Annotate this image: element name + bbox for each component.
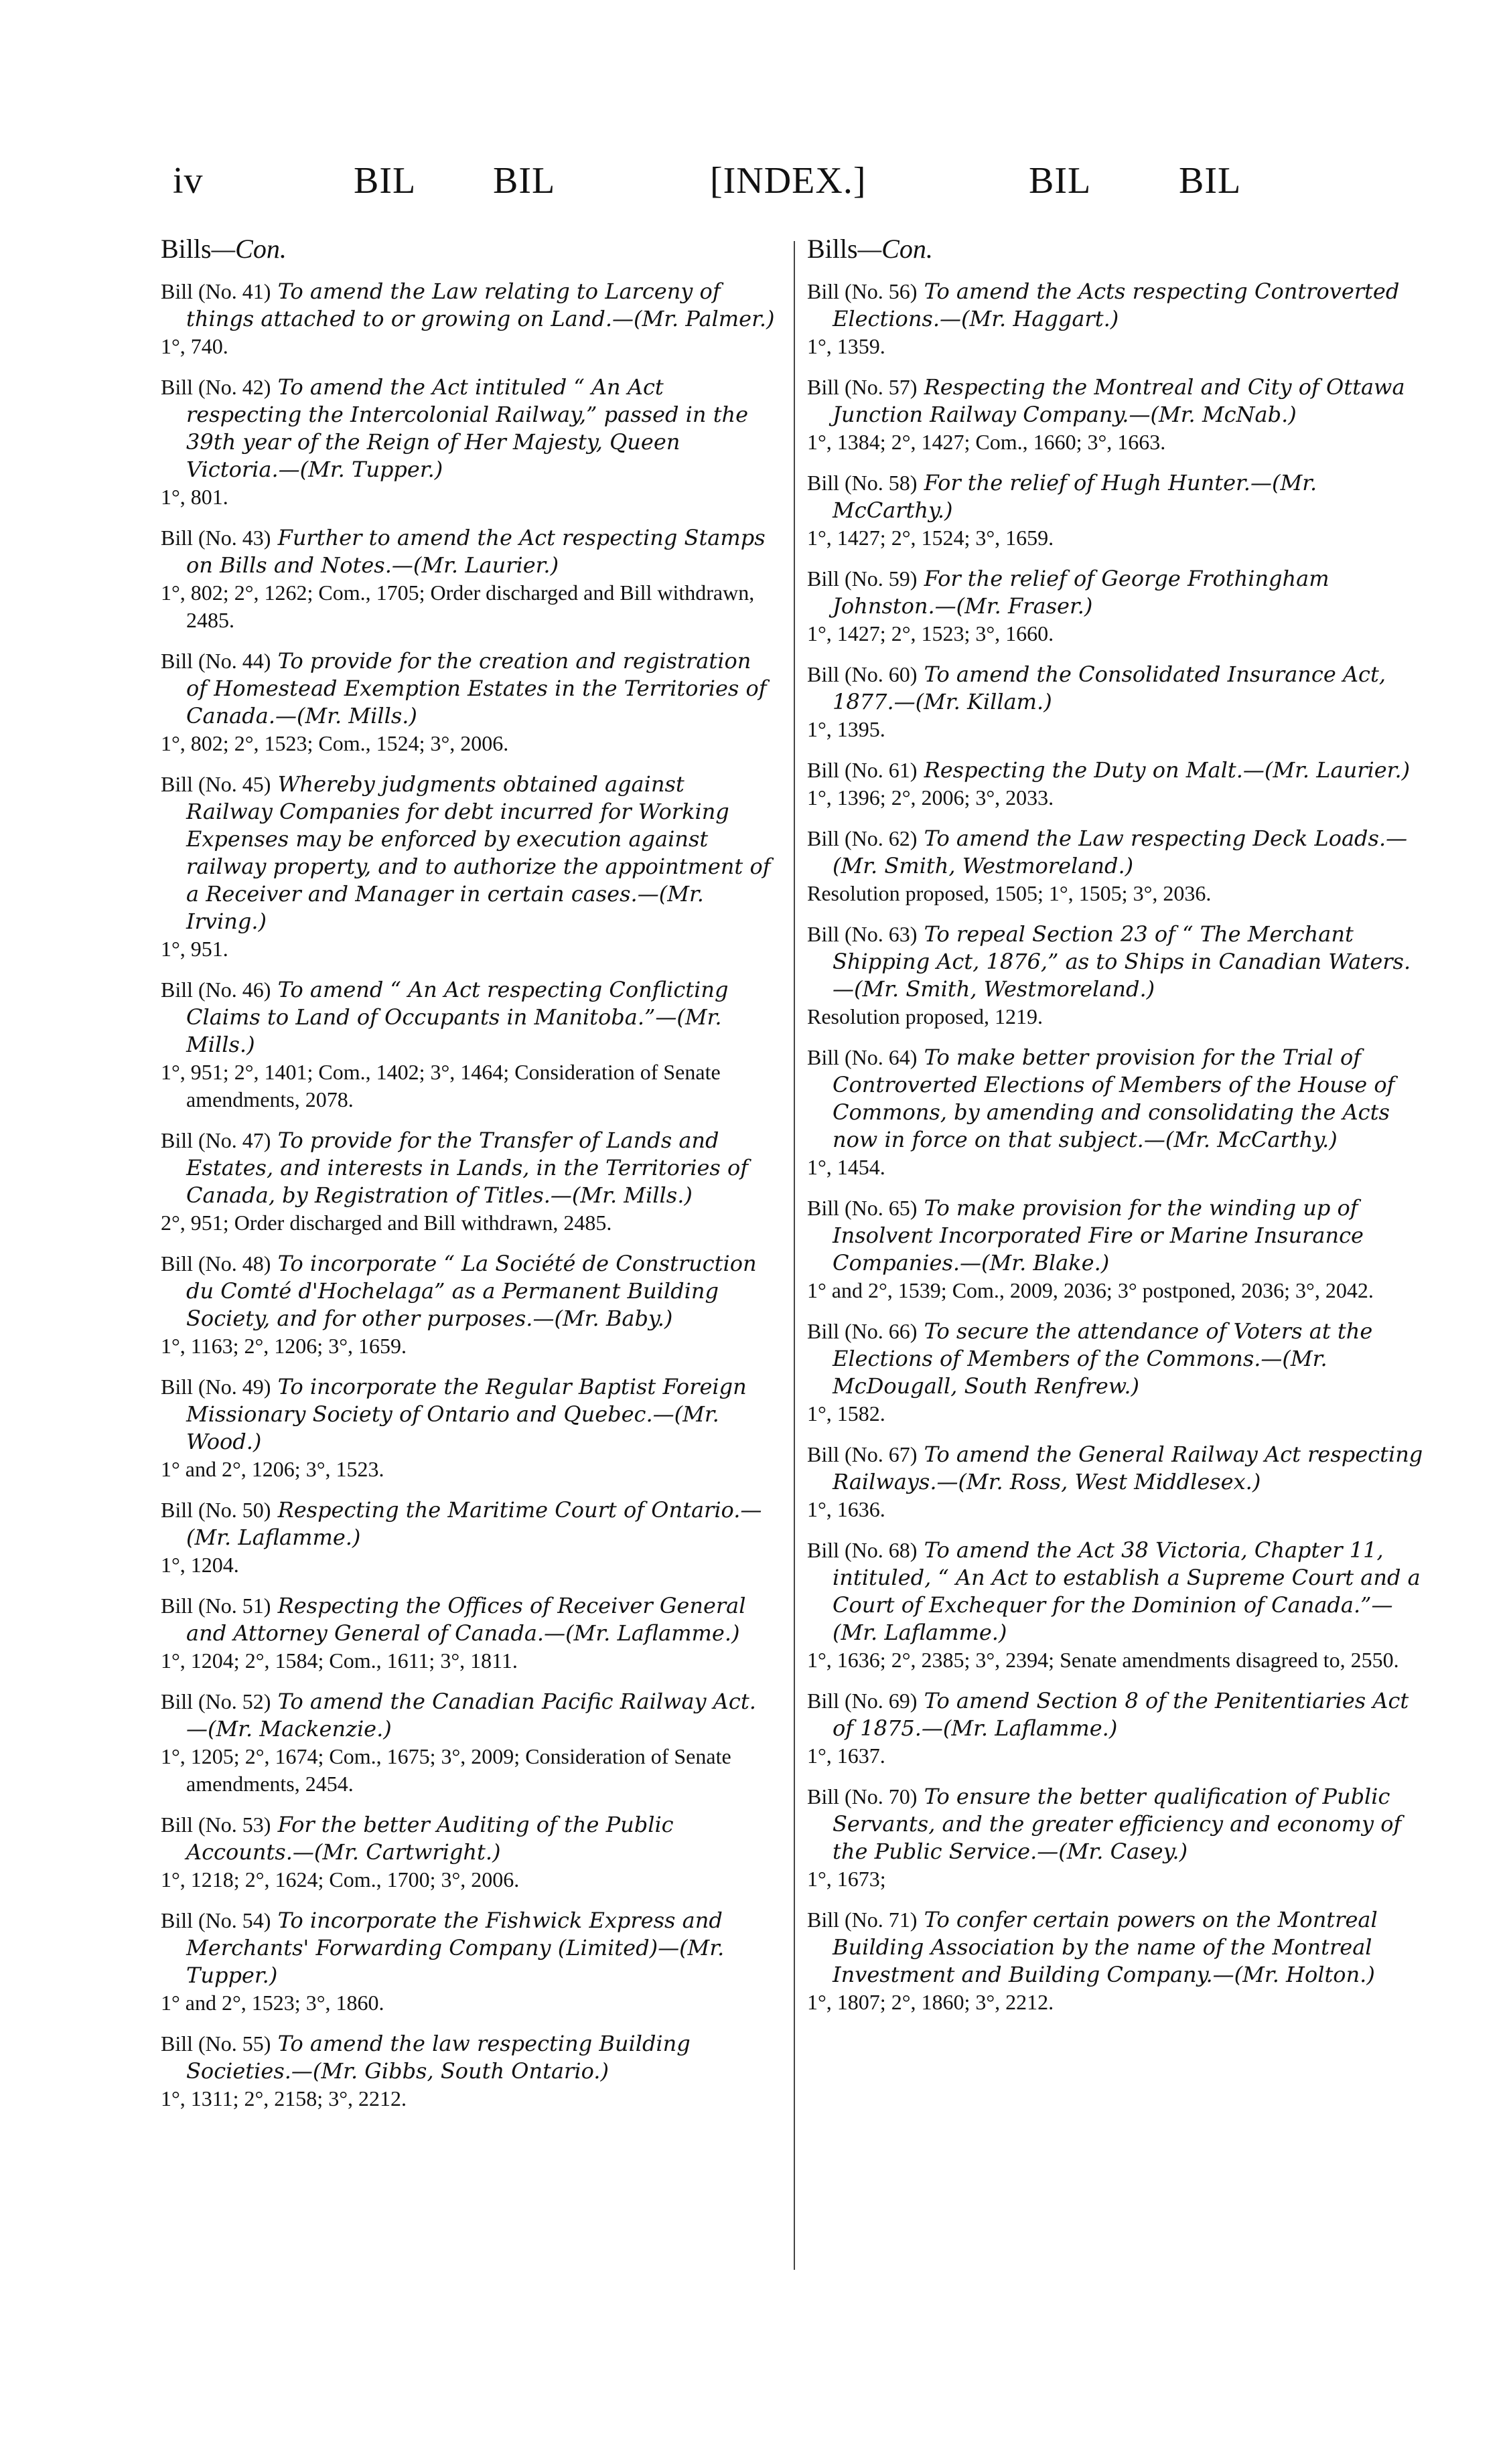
bill-heading: [807, 921, 1423, 1003]
bill-heading: [161, 1811, 777, 1866]
bill-readings: Resolution proposed, 1219.: [807, 1004, 1043, 1028]
index-entry: [807, 661, 1423, 743]
bill-heading: [161, 1373, 777, 1456]
bill-number: Bill (No. 70): [807, 1784, 918, 1808]
running-head-right-1: BIL: [1029, 160, 1092, 202]
index-entry: [161, 278, 777, 360]
index-entry: [807, 565, 1423, 647]
bill-title: To ensure the better qualification of Public Servants, and the greater efficiency and economy of the Public Service.: [833, 1784, 1402, 1864]
bill-title: To incorporate the Regular Baptist Foreign Missionary Society of Ontario and Quebec.: [186, 1374, 747, 1427]
section-heading: [807, 231, 1423, 267]
bill-readings: 1°, 1673;: [807, 1867, 886, 1891]
bill-member: —(Mr. Cartwright.): [292, 1839, 501, 1865]
bill-readings: Resolution proposed, 1505; 1°, 1505; 3°, 2036.: [807, 881, 1212, 905]
bill-title: For the relief of George Frothingham Johnston.: [833, 566, 1329, 619]
bill-number: Bill (No. 56): [807, 279, 918, 303]
bill-readings: 1°, 1582.: [807, 1401, 885, 1426]
index-entry: [807, 1687, 1423, 1770]
bill-member: —(Mr. Killam.): [893, 689, 1052, 714]
bill-title: For the relief of Hugh Hunter.: [924, 470, 1250, 495]
bill-title: Respecting the Duty on Malt.: [924, 757, 1243, 783]
bill-member: —(Mr. Laurier.): [391, 552, 559, 578]
bill-member: —(Mr. Baby.): [532, 1306, 673, 1331]
bill-number: Bill (No. 51): [161, 1594, 271, 1618]
page-header: [0, 157, 1511, 218]
bill-readings: 1°, 740.: [161, 334, 228, 358]
bill-readings: 1°, 802; 2°, 1523; Com., 1524; 3°, 2006.: [161, 731, 509, 755]
bill-member: —(Mr. Wood.): [186, 1401, 719, 1454]
bill-number: Bill (No. 65): [807, 1196, 918, 1220]
bill-title: To amend the Canadian Pacific Railway Act.: [277, 1689, 756, 1714]
bill-title: Respecting the Maritime Court of Ontario.: [277, 1497, 741, 1523]
bill-heading: [161, 1907, 777, 1989]
bill-heading: [807, 1783, 1423, 1865]
bill-member: —(Mr. Mills.): [275, 703, 417, 728]
bill-readings: 1°, 1384; 2°, 1427; Com., 1660; 3°, 1663.: [807, 430, 1166, 454]
index-entry: [807, 1318, 1423, 1428]
bill-member: —(Mr. McCarthy.): [833, 470, 1317, 523]
left-entry-list: [161, 278, 777, 2112]
index-entry: [807, 1537, 1423, 1674]
index-entry: [161, 647, 777, 757]
bill-member: —(Mr. Fraser.): [934, 593, 1093, 619]
index-entry: [161, 1688, 777, 1798]
bill-number: Bill (No. 55): [161, 2031, 271, 2056]
index-entry: [807, 1195, 1423, 1304]
bill-heading: [161, 647, 777, 730]
bill-heading: [807, 278, 1423, 333]
index-entry: [807, 374, 1423, 456]
section-heading: [161, 231, 777, 267]
bill-readings: 1°, 1395.: [807, 717, 885, 741]
bill-title: To amend the Law respecting Deck Loads.: [924, 826, 1386, 851]
left-column: [161, 231, 777, 2126]
bill-title: To amend the Consolidated Insurance Act, 1877.: [833, 662, 1386, 714]
bill-heading: [161, 1688, 777, 1743]
bill-readings: 1°, 1637.: [807, 1744, 885, 1768]
bill-number: Bill (No. 53): [161, 1813, 271, 1837]
bill-member: —(Mr. Mills.): [550, 1182, 693, 1208]
bill-title: Respecting the Offices of Receiver General and Attorney General of Canada.: [186, 1593, 746, 1646]
bill-readings: 1°, 1204; 2°, 1584; Com., 1611; 3°, 1811.: [161, 1648, 518, 1673]
bill-member: —(Mr. Ross, West Middlesex.): [936, 1469, 1261, 1494]
bill-number: Bill (No. 57): [807, 375, 918, 399]
bill-title: To confer certain powers on the Montreal Building Association by the name of the Montreal Investment and Building Company.: [833, 1907, 1378, 1987]
bill-number: Bill (No. 46): [161, 978, 271, 1002]
bill-number: Bill (No. 68): [807, 1538, 918, 1562]
index-entry: [161, 976, 777, 1113]
bill-readings: 1°, 1396; 2°, 2006; 3°, 2033.: [807, 785, 1054, 810]
bill-number: Bill (No. 58): [807, 471, 918, 495]
bill-title: To amend the Act 38 Victoria, Chapter 11, intituled, “ An Act to establish a Supreme Court and a Court of Exchequer for the Dominion of Canada.”: [833, 1537, 1421, 1618]
bill-heading: [807, 1537, 1423, 1646]
bill-title: For the better Auditing of the Public Accounts.: [186, 1812, 674, 1865]
page-number: iv: [173, 160, 204, 202]
bill-number: Bill (No. 44): [161, 649, 271, 673]
bill-title: Further to amend the Act respecting Stamps on Bills and Notes.: [186, 525, 766, 578]
bill-title: Respecting the Montreal and City of Ottawa Junction Railway Company.: [833, 374, 1405, 427]
bill-number: Bill (No. 45): [161, 772, 271, 796]
bill-title: To amend “ An Act respecting Conflicting Claims to Land of Occupants in Manitoba.”: [186, 977, 729, 1030]
bill-heading: [807, 1441, 1423, 1496]
index-entry: [807, 921, 1423, 1030]
bill-heading: [161, 1592, 777, 1647]
running-head-left-2: BIL: [493, 160, 556, 202]
bill-member: —(Mr. Tupper.): [186, 1935, 725, 1988]
bill-title: To incorporate the Fishwick Express and Merchants' Forwarding Company (Limited): [186, 1908, 723, 1960]
bill-readings: 1°, 802; 2°, 1262; Com., 1705; Order discharged and Bill withdrawn, 2485.: [161, 581, 755, 632]
index-entry: [807, 1441, 1423, 1523]
bill-number: Bill (No. 48): [161, 1251, 271, 1276]
bill-heading: [161, 1127, 777, 1209]
section-heading-continued: —Con.: [211, 234, 287, 264]
index-entry: [807, 1044, 1423, 1181]
bill-readings: 1°, 1163; 2°, 1206; 3°, 1659.: [161, 1334, 407, 1358]
index-entry: [807, 825, 1423, 907]
bill-heading: [807, 1044, 1423, 1154]
section-heading-label: Bills: [161, 234, 212, 264]
bill-number: Bill (No. 49): [161, 1375, 271, 1399]
index-entry: [161, 1373, 777, 1483]
bill-title: To amend the Law relating to Larceny of things attached to or growing on Land.: [186, 279, 721, 331]
bill-readings: 1°, 1204.: [161, 1553, 239, 1577]
bill-heading: [807, 1906, 1423, 1989]
bill-readings: 1°, 1427; 2°, 1523; 3°, 1660.: [807, 621, 1054, 645]
bill-heading: [161, 1250, 777, 1332]
bill-number: Bill (No. 63): [807, 922, 918, 946]
bill-number: Bill (No. 62): [807, 826, 918, 850]
bill-heading: [807, 1318, 1423, 1400]
bill-title: To amend the General Railway Act respecting Railways.: [833, 1442, 1423, 1494]
bill-member: —(Mr. Laurier.): [1242, 757, 1411, 783]
bill-heading: [807, 374, 1423, 429]
bill-readings: 1°, 1807; 2°, 1860; 3°, 2212.: [807, 1990, 1054, 2014]
bill-member: —(Mr. Casey.): [1037, 1839, 1188, 1864]
bill-number: Bill (No. 54): [161, 1908, 271, 1932]
bill-member: —(Mr. Irving.): [186, 881, 704, 934]
bill-number: Bill (No. 69): [807, 1689, 918, 1713]
bill-number: Bill (No. 64): [807, 1045, 918, 1069]
index-entry: [161, 1907, 777, 2017]
bill-number: Bill (No. 43): [161, 526, 271, 550]
bill-member: —(Mr. Blake.): [960, 1250, 1110, 1276]
bill-number: Bill (No. 42): [161, 375, 271, 399]
bill-readings: 1°, 951; 2°, 1401; Com., 1402; 3°, 1464; Consideration of Senate amendments, 2078.: [161, 1060, 721, 1111]
bill-readings: 1°, 1205; 2°, 1674; Com., 1675; 3°, 2009; Consideration of Senate amendments, 2454.: [161, 1744, 731, 1796]
bill-readings: 1°, 1218; 2°, 1624; Com., 1700; 3°, 2006.: [161, 1867, 520, 1892]
index-entry: [161, 1127, 777, 1237]
index-entry: [807, 1906, 1423, 2016]
bill-heading: [161, 278, 777, 333]
running-head-center: [INDEX.]: [710, 160, 867, 202]
bill-member: —(Mr. Mackenzie.): [186, 1716, 392, 1742]
bill-member: —(Mr. McNab.): [1129, 402, 1297, 427]
bill-readings: 1°, 951.: [161, 937, 228, 961]
bill-heading: [161, 1496, 777, 1551]
bill-number: Bill (No. 41): [161, 279, 271, 303]
bill-number: Bill (No. 50): [161, 1498, 271, 1522]
bill-title: To make provision for the winding up of Insolvent Incorporated Fire or Marine Insurance Companies.: [833, 1195, 1364, 1276]
bill-heading: [807, 469, 1423, 524]
bill-member: —(Mr. Laflamme.): [833, 1592, 1393, 1645]
index-entry: [161, 1592, 777, 1675]
bill-member: —(Mr. McCarthy.): [1143, 1127, 1338, 1152]
bill-title: To provide for the creation and registration of Homestead Exemption Estates in the Territories of Canada.: [186, 648, 767, 728]
index-entry: [161, 524, 777, 634]
bill-member: —(Mr. Mills.): [186, 1004, 722, 1057]
bill-readings: 1° and 2°, 1523; 3°, 1860.: [161, 1991, 384, 2015]
running-head-right-2: BIL: [1179, 160, 1242, 202]
bill-readings: 2°, 951; Order discharged and Bill withdrawn, 2485.: [161, 1211, 612, 1235]
bill-number: Bill (No. 61): [807, 758, 918, 782]
bill-title: To amend the Acts respecting Controverted Elections.: [833, 279, 1400, 331]
bill-readings: 1°, 1359.: [807, 334, 885, 358]
bill-heading: [807, 757, 1423, 784]
bill-member: —(Mr. Laflamme.): [544, 1620, 740, 1646]
bill-readings: 1°, 1454.: [807, 1155, 885, 1179]
bill-number: Bill (No. 59): [807, 566, 918, 591]
bill-readings: 1°, 1427; 2°, 1524; 3°, 1659.: [807, 526, 1054, 550]
bill-number: Bill (No. 47): [161, 1128, 271, 1152]
index-entry: [161, 1811, 777, 1894]
bill-number: Bill (No. 67): [807, 1442, 918, 1466]
bill-member: —(Mr. Holton.): [1212, 1962, 1375, 1987]
bill-member: —(Mr. Laflamme.): [921, 1715, 1118, 1741]
bill-heading: [807, 825, 1423, 880]
right-entry-list: [807, 278, 1423, 2016]
bill-heading: [161, 771, 777, 935]
bill-readings: 1°, 1311; 2°, 2158; 3°, 2212.: [161, 2086, 407, 2110]
bill-number: Bill (No. 66): [807, 1319, 918, 1343]
bill-number: Bill (No. 52): [161, 1689, 271, 1713]
bill-heading: [161, 374, 777, 483]
index-entry: [161, 1250, 777, 1360]
bill-title: To make better provision for the Trial of Controverted Elections of Members of the House of Commons, by amending and consolidating the Acts now in force on that subject.: [833, 1045, 1395, 1152]
index-entry: [807, 757, 1423, 812]
bill-member: —(Mr. Palmer.): [612, 306, 775, 331]
index-entry: [161, 1496, 777, 1579]
index-entry: [161, 374, 777, 511]
bill-title: To repeal Section 23 of “ The Merchant Shipping Act, 1876,” as to Ships in Canadian Waters.: [833, 921, 1411, 974]
index-entry: [807, 278, 1423, 360]
bill-member: —(Mr. McDougall, South Renfrew.): [833, 1346, 1327, 1399]
bill-member: —(Mr. Smith, Westmoreland.): [833, 976, 1155, 1002]
bill-title: To provide for the Transfer of Lands and Estates, and interests in Lands, in the Territories of Canada, by Registration of Titles.: [186, 1128, 749, 1208]
bill-readings: 1°, 801.: [161, 485, 228, 509]
bill-number: Bill (No. 60): [807, 662, 918, 686]
bill-title: Whereby judgments obtained against Railway Companies for debt incurred for Working Expenses may be enforced by execution against railway property, and to authorize the appointment of a Receiver and Manager in certain cases.: [186, 771, 771, 907]
bill-member: —(Mr. Haggart.): [940, 306, 1119, 331]
index-entry: [807, 1783, 1423, 1893]
bill-heading: [807, 1687, 1423, 1742]
bill-member: —(Mr. Laflamme.): [186, 1497, 762, 1550]
bill-readings: 1°, 1636; 2°, 2385; 3°, 2394; Senate amendments disagreed to, 2550.: [807, 1648, 1399, 1672]
index-entry: [161, 771, 777, 963]
bill-title: To secure the attendance of Voters at the Elections of Members of the Commons.: [833, 1318, 1373, 1371]
bill-heading: [161, 2030, 777, 2085]
bill-member: —(Mr. Smith, Westmoreland.): [833, 826, 1408, 878]
bill-title: To incorporate “ La Société de Construction du Comté d'Hochelaga” as a Permanent Building Society, and for other purposes.: [186, 1251, 757, 1331]
right-column: [807, 231, 1423, 2029]
bill-title: To amend the law respecting Building Societies.: [186, 2031, 691, 2084]
bill-heading: [161, 976, 777, 1059]
index-entry: [161, 2030, 777, 2112]
bill-title: To amend Section 8 of the Penitentiaries Act of 1875.: [833, 1688, 1409, 1741]
bill-heading: [807, 661, 1423, 716]
bill-readings: 1° and 2°, 1206; 3°, 1523.: [161, 1457, 384, 1481]
bill-member: —(Mr. Tupper.): [278, 457, 443, 482]
bill-member: —(Mr. Gibbs, South Ontario.): [291, 2058, 609, 2084]
bill-heading: [161, 524, 777, 579]
running-head-left-1: BIL: [354, 160, 417, 202]
bill-number: Bill (No. 71): [807, 1908, 918, 1932]
bill-heading: [807, 565, 1423, 620]
index-entry: [807, 469, 1423, 552]
bill-readings: 1° and 2°, 1539; Com., 2009, 2036; 3° postponed, 2036; 3°, 2042.: [807, 1278, 1374, 1302]
bill-heading: [807, 1195, 1423, 1277]
section-heading-continued: —Con.: [857, 234, 933, 264]
bill-readings: 1°, 1636.: [807, 1497, 885, 1521]
section-heading-label: Bills: [807, 234, 858, 264]
column-divider: [794, 241, 795, 2270]
bill-title: To amend the Act intituled “ An Act respecting the Intercolonial Railway,” passed in the 39th year of the Reign of Her Majesty, Queen Victoria.: [186, 374, 749, 482]
